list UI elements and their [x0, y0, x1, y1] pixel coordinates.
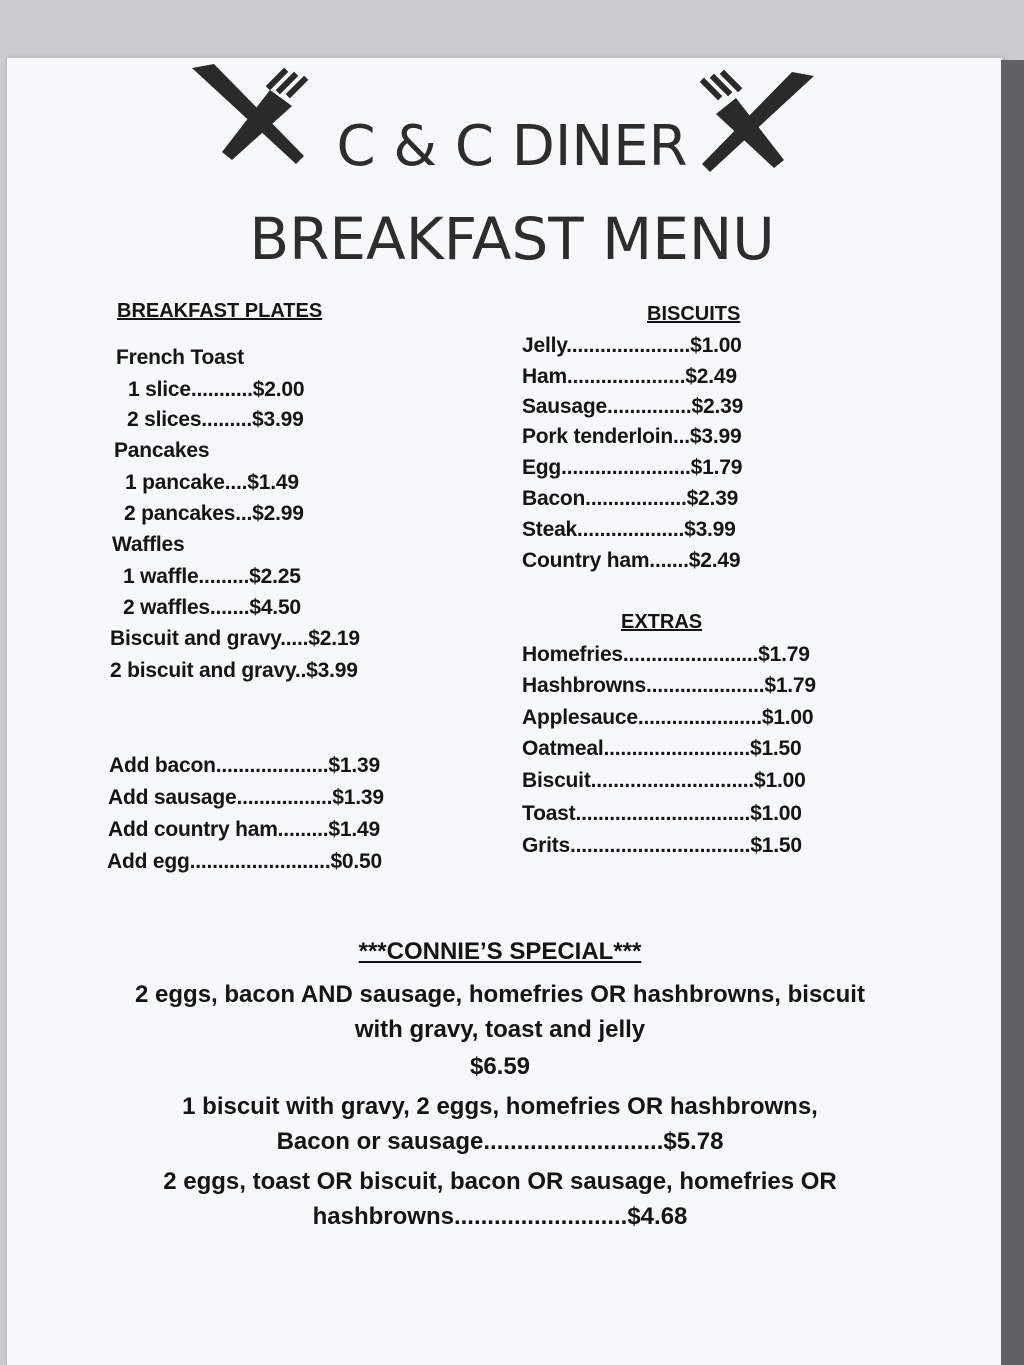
- special-heading-row: [0, 938, 1000, 966]
- breakfast-plates-section: [117, 300, 322, 323]
- biscuit-line: Steak...................$3.99: [522, 518, 736, 541]
- menu-line: 1 pancake....$1.49: [125, 471, 299, 494]
- menu-line: French Toast: [116, 346, 244, 369]
- breakfast-plates-heading: BREAKFAST PLATES: [117, 300, 323, 322]
- biscuit-line: Egg.......................$1.79: [522, 456, 743, 479]
- extras-heading: EXTRAS: [621, 611, 703, 633]
- menu-line: 2 biscuit and gravy..$3.99: [110, 659, 358, 682]
- menu-line: 1 waffle.........$2.25: [123, 565, 301, 588]
- biscuit-line: Jelly......................$1.00: [522, 334, 742, 357]
- special-line: Bacon or sausage...........................$5.78: [276, 1128, 724, 1155]
- extras-line: Biscuit.............................$1.00: [522, 769, 806, 792]
- menu-line: 2 slices.........$3.99: [127, 408, 304, 431]
- special-line: 2 eggs, bacon AND sausage, homefries OR hashbrowns, biscuit: [135, 981, 865, 1008]
- special-line: hashbrowns..........................$4.68: [312, 1203, 688, 1230]
- extras-line: Hashbrowns.....................$1.79: [522, 674, 816, 697]
- extras-line: Grits................................$1.50: [522, 834, 802, 857]
- extras-line: Homefries........................$1.79: [522, 643, 810, 666]
- menu-title: BREAKFAST MENU: [249, 205, 775, 273]
- biscuit-line: Ham.....................$2.49: [522, 365, 737, 388]
- extras-line: Applesauce......................$1.00: [522, 706, 814, 729]
- special-line: 1 biscuit with gravy, 2 eggs, homefries OR hashbrowns,: [182, 1093, 818, 1120]
- extras-line: Oatmeal..........................$1.50: [522, 737, 802, 760]
- special-line: with gravy, toast and jelly: [354, 1016, 646, 1043]
- addon-line: Add sausage.................$1.39: [108, 786, 384, 809]
- menu-line: Biscuit and gravy.....$2.19: [110, 627, 360, 650]
- biscuit-line: Pork tenderloin...$3.99: [522, 425, 742, 448]
- addon-line: Add country ham.........$1.49: [108, 818, 380, 841]
- menu-line: 1 slice...........$2.00: [128, 378, 305, 401]
- special-price: $6.59: [469, 1053, 531, 1080]
- menu-line: 2 pancakes...$2.99: [124, 502, 304, 525]
- extras-line: Toast...............................$1.00: [522, 802, 802, 825]
- biscuits-section: [647, 303, 740, 326]
- special-heading: ***CONNIE’S SPECIAL***: [358, 938, 642, 965]
- menu-line: Waffles: [112, 533, 185, 556]
- biscuit-line: Country ham.......$2.49: [522, 549, 741, 572]
- extras-section: [621, 611, 702, 634]
- biscuit-line: Sausage...............$2.39: [522, 395, 744, 418]
- biscuit-line: Bacon..................$2.39: [522, 487, 739, 510]
- special-line: 2 eggs, toast OR biscuit, bacon OR sausage, homefries OR: [163, 1168, 837, 1195]
- menu-line: Pancakes: [114, 439, 210, 462]
- biscuits-heading: BISCUITS: [647, 303, 741, 325]
- menu-line: 2 waffles.......$4.50: [123, 596, 301, 619]
- restaurant-name: C & C DINER: [336, 114, 688, 179]
- addon-line: Add egg.........................$0.50: [107, 850, 383, 873]
- addon-line: Add bacon....................$1.39: [109, 754, 380, 777]
